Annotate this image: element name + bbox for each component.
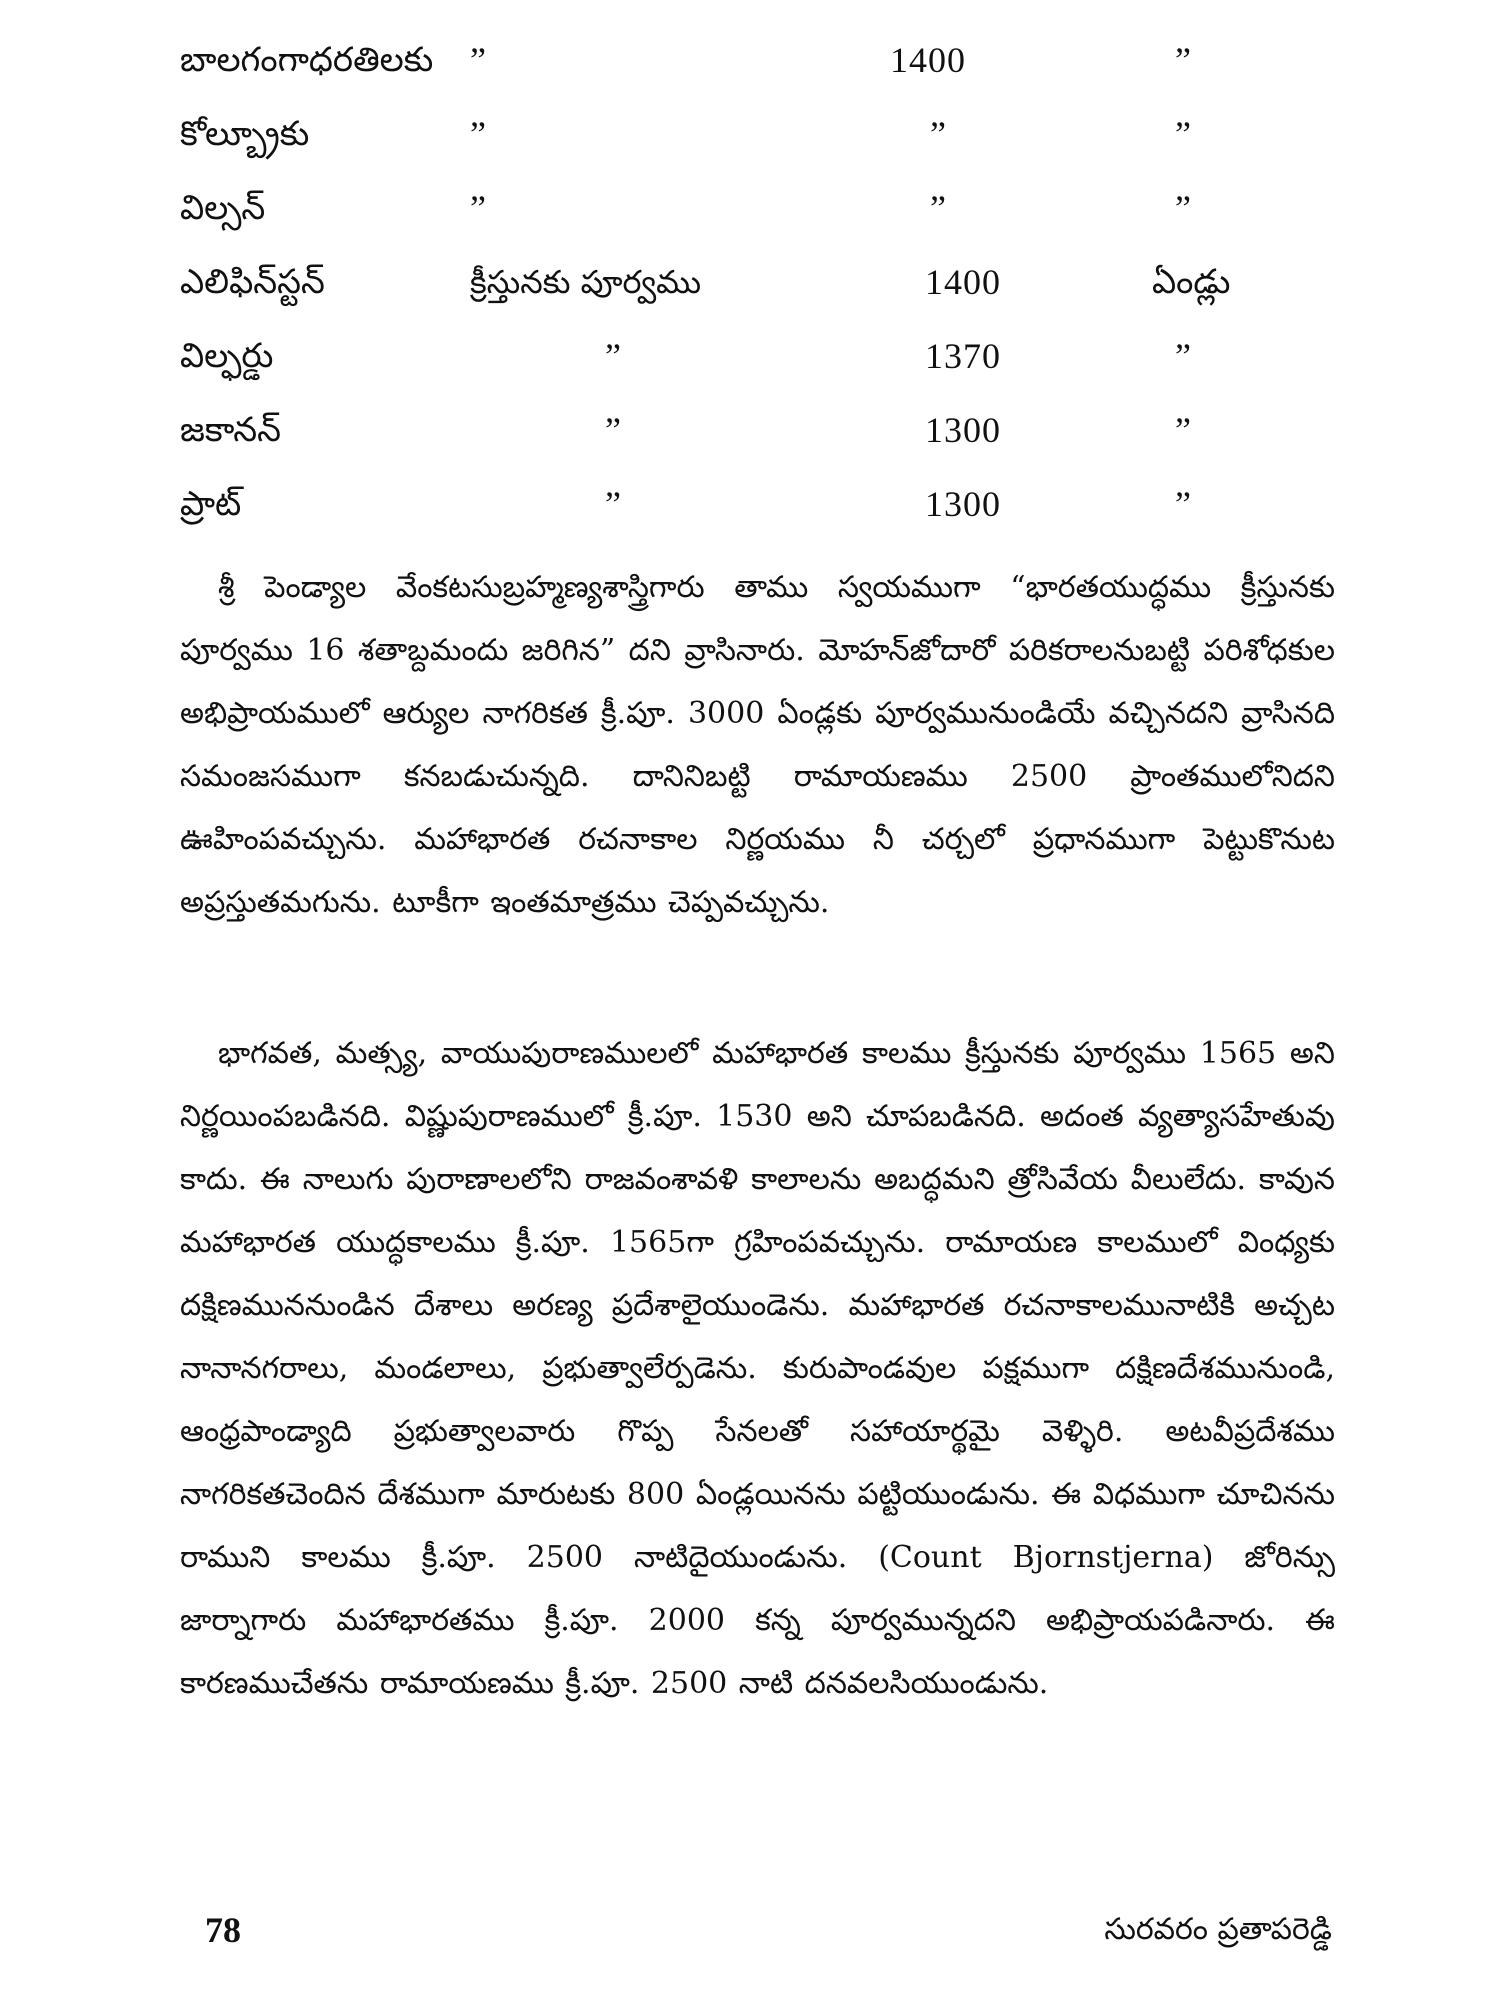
author-name: జకానన్ (180, 410, 282, 450)
year-value: 1400 (925, 262, 1001, 302)
unit-ditto: ” (1175, 336, 1191, 376)
author-name: ప్రాట్ (180, 484, 242, 524)
page-footer (0, 1900, 1500, 1960)
year-value: 1400 (890, 40, 966, 80)
table-row (0, 467, 1500, 541)
year-value: 1300 (925, 484, 1001, 524)
table-row (0, 393, 1500, 467)
reference-ditto: ” (605, 410, 621, 450)
author-name: కోల్బ్రూకు (180, 114, 310, 154)
author-name: బాలగంగాధరతిలకు (180, 40, 434, 80)
table-row (0, 23, 1500, 97)
author-name: విల్ఫర్డు (180, 336, 274, 376)
unit-ditto: ” (1175, 188, 1191, 228)
unit-ditto: ” (1175, 114, 1191, 154)
reference-ditto: ” (470, 188, 486, 228)
table-row (0, 319, 1500, 393)
body-paragraph: భాగవత, మత్స్య, వాయుపురాణములలో మహాభారత కాలము క్రీస్తునకు పూర్వము 1565 అని నిర్ణయింపబడినది. విష్ణుపురాణములో క్రీ.పూ. 1530 అని చూపబడినది. అదంత వ్యత్యాసహేతువు కాదు. ఈ నాలుగు పురాణాలలోని రాజవంశావళి కాలాలను అబద్ధమని త్రోసివేయ వీలులేదు. కావున మహాభారత యుద్ధకాలము క్రీ.పూ. 1565గా గ్రహింపవచ్చును. రామాయణ కాలములో వింధ్యకు దక్షిణముననుండిన దేశాలు అరణ్య ప్రదేశాలైయుండెను. మహాభారత రచనాకాలమునాటికి అచ్చట నానానగరాలు, మండలాలు, ప్రభుత్వాలేర్పడెను. కురుపాండవుల పక్షముగా దక్షిణదేశమునుండి, ఆంధ్రపాండ్యాది ప్రభుత్వాలవారు గొప్ప సేనలతో సహాయార్థమై వెళ్ళిరి. అటవీప్రదేశము నాగరికతచెందిన దేశముగా మారుటకు 800 ఏండ్లయినను పట్టియుండును. ఈ విధముగా చూచినను రాముని కాలము క్రీ.పూ. 2500 నాటిదైయుండును. (Count Bjornstjerna) జోరిన్సు జార్నాగారు మహాభారతము క్రీ.పూ. 2000 కన్న పూర్వమున్నదని అభిప్రాయపడినారు. ఈ కారణముచేతను రామాయణము క్రీ.పూ. 2500 నాటి దనవలసియుండును. (180, 1036, 1335, 1701)
year-ditto: ” (930, 114, 947, 154)
unit-ditto: ” (1175, 40, 1191, 80)
table-row (0, 245, 1500, 319)
unit-text: ఏండ్లు (1152, 262, 1231, 302)
page-number: 78 (205, 1910, 241, 1950)
unit-ditto: ” (1175, 410, 1191, 450)
reference-ditto: ” (470, 114, 486, 154)
year-value: 1300 (925, 410, 1001, 450)
body-paragraph: శ్రీ పెండ్యాల వేంకటసుబ్రహ్మణ్యశాస్త్రిగారు తాము స్వయముగా “భారతయుద్ధము క్రీస్తునకు పూర్వము 16 శతాబ్దమందు జరిగిన” దని వ్రాసినారు. మోహన్‌జోదారో పరికరాలనుబట్టి పరిశోధకుల అభిప్రాయములో ఆర్యుల నాగరికత క్రీ.పూ. 3000 ఏండ్లకు పూర్వమునుండియే వచ్చినదని వ్రాసినది సమంజసముగా కనబడుచున్నది. దానినిబట్టి రామాయణము 2500 ప్రాంతములోనిదని ఊహింపవచ్చును. మహాభారత రచనాకాల నిర్ణయము నీ చర్చలో ప్రధానముగా పెట్టుకొనుట అప్రస్తుతమగును. టూకీగా ఇంతమాత్రము చెప్పవచ్చును. (180, 570, 1335, 920)
year-value: 1370 (925, 336, 1001, 376)
reference-ditto: ” (605, 336, 621, 376)
table-row (0, 97, 1500, 171)
footer-author: సురవరం ప్రతాపరెడ్డి (1104, 1912, 1332, 1947)
year-ditto: ” (930, 188, 947, 228)
reference-ditto: ” (470, 40, 486, 80)
author-name: విల్సన్ (180, 188, 266, 228)
unit-ditto: ” (1175, 484, 1191, 524)
table-row (0, 171, 1500, 245)
author-name: ఎలిఫిన్‌స్టన్ (180, 262, 325, 302)
reference-ditto: ” (605, 484, 621, 524)
reference-text: క్రీస్తునకు పూర్వము (470, 263, 702, 301)
